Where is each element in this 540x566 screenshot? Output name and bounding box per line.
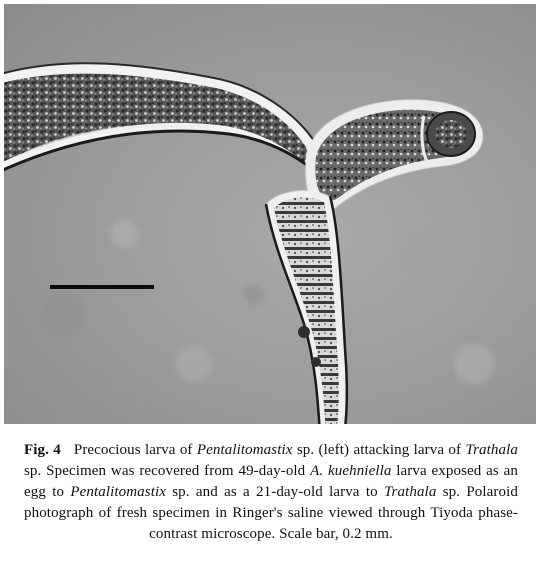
caption-text: sp. (left) attacking larva of (296, 442, 462, 458)
taxon-name: Trathala (383, 484, 437, 500)
figure-label: Fig. 4 (24, 442, 61, 458)
background-speckles (42, 220, 494, 384)
caption-text: larva exposed as an egg to (24, 463, 519, 500)
left-larva (4, 63, 322, 174)
micrograph-image (4, 4, 536, 424)
right-larva-head (305, 100, 483, 212)
scale-bar (50, 285, 154, 289)
caption-text: Precocious larva of (73, 442, 193, 458)
caption-text: sp. Polaroid photograph of fresh specimen in Ringer's saline viewed through Tiyoda phase-contrast microscope. Scale bar, 0.2 mm. (24, 484, 518, 542)
taxon-name: Trathala (465, 442, 518, 458)
taxon-name: A. kuehniella (310, 463, 392, 479)
taxon-name: Pentalitomastix (70, 484, 166, 500)
right-larva-tail (266, 190, 347, 424)
figure-caption (24, 440, 518, 545)
micrograph-figure (4, 4, 536, 424)
caption-text: sp. Specimen was recovered from 49-day-old (24, 463, 306, 479)
taxon-name: Pentalitomastix (196, 442, 293, 458)
caption-text: sp. and as a 21-day-old larva to (172, 484, 378, 500)
